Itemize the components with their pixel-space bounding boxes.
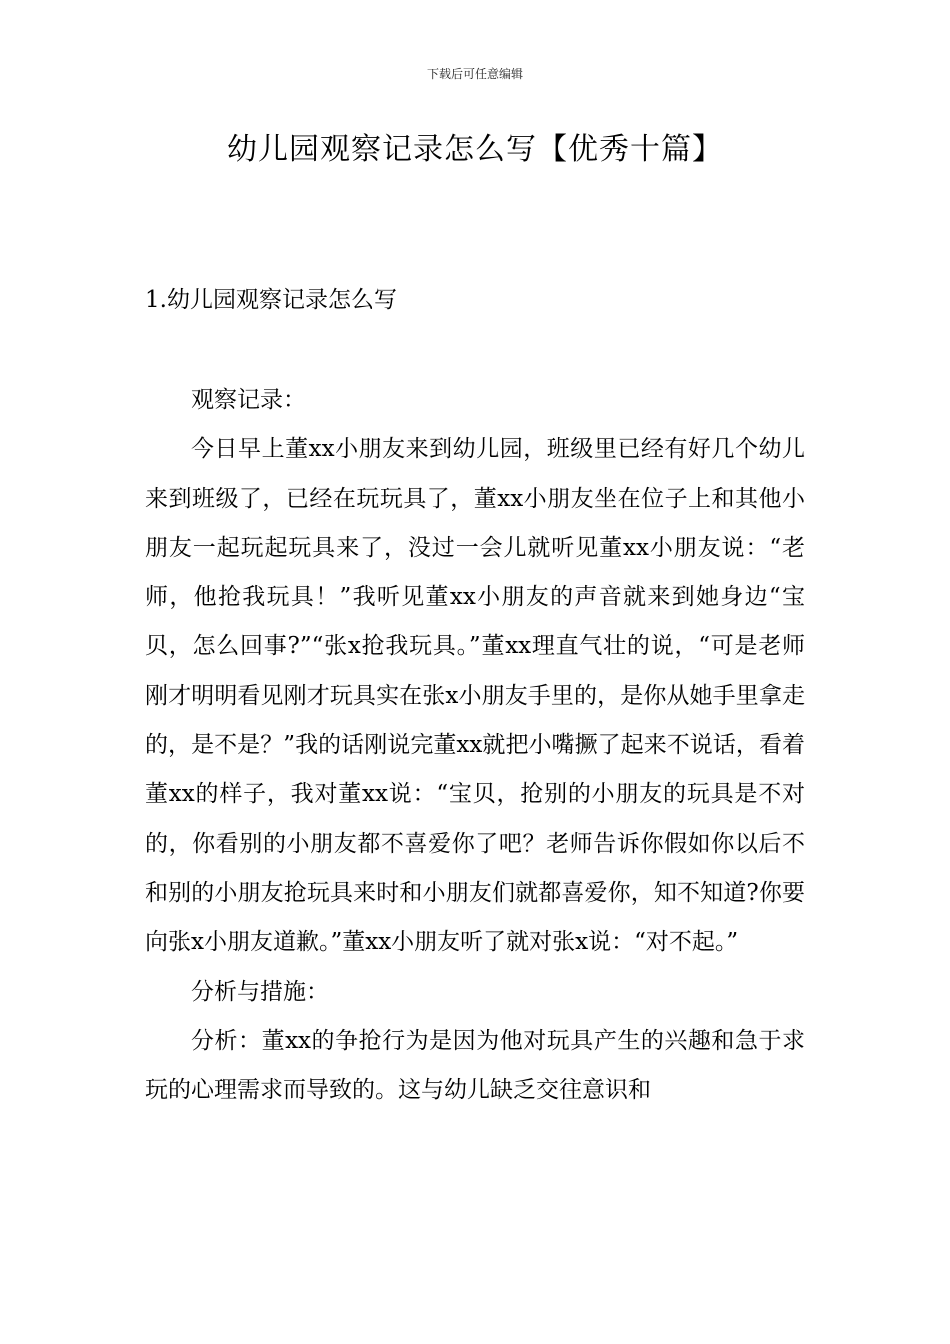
section-heading: 1.幼儿园观察记录怎么写	[145, 287, 397, 313]
paragraph-observation-text: 今日早上董xx小朋友来到幼儿园，班级里已经有好几个幼儿来到班级了，已经在玩玩具了，董xx小朋友坐在位子上和其他小朋友一起玩起玩具来了，没过一会儿就听见董xx小朋友说：“老师，他抢我玩具！”我听见董xx小朋友的声音就来到她身边“宝贝，怎么回事?”“张x抢我玩具。”董xx理直气壮的说，“可是老师刚才明明看见刚才玩具实在张x小朋友手里的，是你从她手里拿走的，是不是？”我的话刚说完董xx就把小嘴撅了起来不说话，看着董xx的样子，我对董xx说：“宝贝，抢别的小朋友的玩具是不对的，你看别的小朋友都不喜爱你了吧？老师告诉你假如你以后不和别的小朋友抢玩具来时和小朋友们就都喜爱你，知不知道?你要向张x小朋友道歉。”董xx小朋友听了就对张x说：“对不起。”	[145, 436, 805, 956]
paragraph-analysis-label: 分析与措施：	[191, 978, 329, 1005]
header-note: 下载后可任意编辑	[426, 67, 523, 81]
document-title: 幼儿园观察记录怎么写【优秀十篇】	[227, 132, 723, 167]
document-body	[145, 376, 805, 1115]
paragraph-analysis-text: 分析：董xx的争抢行为是因为他对玩具产生的兴趣和急于求玩的心理需求而导致的。这与幼儿缺乏交往意识和	[145, 1027, 805, 1104]
paragraph-observation-label: 观察记录：	[191, 387, 306, 413]
